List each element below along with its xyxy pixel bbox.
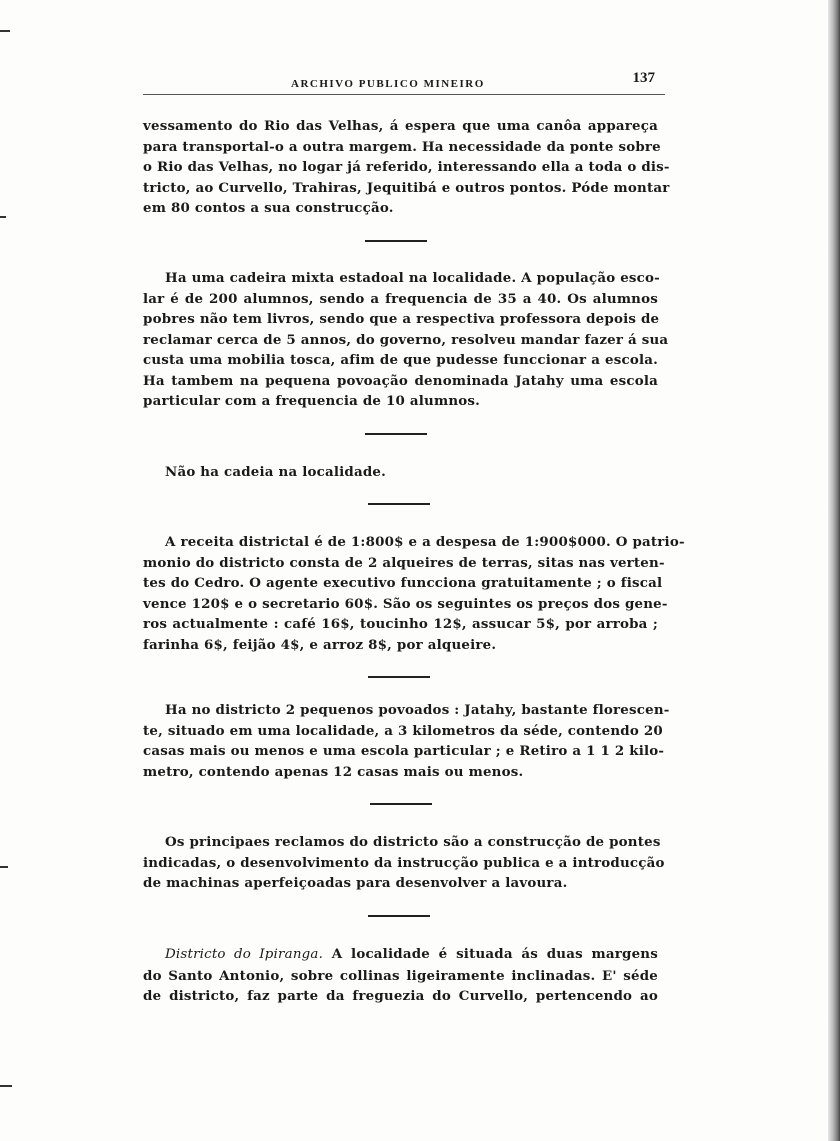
paragraph: [143, 700, 670, 782]
text-line: vessamento do Rio das Velhas, á espera que uma canôa appareça: [143, 118, 658, 134]
text-line: Ha tambem na pequena povoação denominada Jatahy uma escola: [143, 372, 658, 389]
section-rule: [365, 433, 427, 435]
paragraph: [143, 462, 658, 483]
page-binding-edge: [828, 0, 840, 1141]
text-line: A receita districtal é de 1:800$ e a despesa de 1:900$000. O patrio-: [165, 534, 685, 550]
text-line: ros actualmente : café 16$, toucinho 12$, assucar 5$, por arroba ;: [143, 616, 658, 632]
text-line: Os principaes reclamos do districto são a construcção de pontes: [165, 834, 661, 850]
text-line: tricto, ao Curvello, Trahiras, Jequitibá e outros pontos. Póde montar: [143, 179, 670, 196]
text-line: em 80 contos a sua construcção.: [143, 200, 394, 216]
text-line: custa uma mobilia tosca, afim de que pudesse funccionar a escola.: [143, 352, 658, 368]
section-rule: [365, 240, 427, 242]
text-line: Não ha cadeia na localidade.: [165, 464, 387, 480]
text-line: farinha 6$, feijão 4$, e arroz 8$, por alqueire.: [143, 636, 497, 653]
text-line: Ha no districto 2 pequenos povoados : Jatahy, bastante florescen-: [165, 702, 670, 718]
text-line: te, situado em uma localidade, a 3 kilometros da séde, contendo 20: [143, 722, 663, 739]
section-rule: [368, 915, 430, 917]
text-line: do Santo Antonio, sobre collinas ligeiramente inclinadas. E' séde: [143, 967, 658, 984]
left-edge-mark: [0, 866, 8, 868]
text-line: para transportal-o a outra margem. Ha necessidade da ponte sobre: [143, 138, 661, 155]
text-run: A localidade é situada ás duas margens: [323, 946, 658, 962]
header-title: ARCHIVO PUBLICO MINEIRO: [291, 78, 485, 90]
paragraph: [143, 832, 665, 894]
text-line: casas mais ou menos e uma escola particular ; e Retiro a 1 1 2 kilo-: [143, 743, 665, 759]
text-line: pobres não tem livros, sendo que a respectiva professora depois de: [143, 311, 660, 327]
left-edge-mark: [0, 216, 6, 218]
text-line: Ha uma cadeira mixta estadoal na localidade. A população esco-: [165, 270, 660, 286]
text-line: indicadas, o desenvolvimento da instrucção publica e a introducção: [143, 854, 665, 871]
paragraph: [143, 116, 670, 219]
section-heading-italic: Districto do Ipiranga.: [165, 947, 324, 962]
text-line: tes do Cedro. O agente executivo funcciona gratuitamente ; o fiscal: [143, 575, 663, 591]
text-line: metro, contendo apenas 12 casas mais ou menos.: [143, 763, 524, 780]
paragraph: [143, 268, 669, 412]
running-header: [143, 64, 665, 95]
section-rule: [370, 803, 432, 805]
text-line: o Rio das Velhas, no logar já referido, interessando ella a toda o dis-: [143, 159, 670, 175]
text-line: [143, 944, 658, 966]
paragraph: [143, 532, 685, 655]
text-line: de machinas aperfeiçoadas para desenvolver a lavoura.: [143, 875, 568, 891]
text-line: monio do districto consta de 2 alqueires de terras, sitas nas verten-: [143, 554, 665, 571]
text-line: de districto, faz parte da freguezia do Curvello, pertencendo ao: [143, 988, 658, 1004]
section-rule: [368, 676, 430, 678]
text-line: lar é de 200 alumnos, sendo a frequencia de 35 a 40. Os alumnos: [143, 290, 658, 307]
text-line: vence 120$ e o secretario 60$. São os seguintes os preços dos gene-: [143, 595, 668, 612]
page-number: 137: [632, 70, 655, 86]
text-line: reclamar cerca de 5 annos, do governo, resolveu mandar fazer á sua: [143, 331, 669, 348]
left-edge-mark: [0, 30, 10, 32]
paragraph: [143, 944, 658, 1007]
left-edge-mark: [0, 1085, 12, 1087]
section-rule: [368, 503, 430, 505]
text-line: particular com a frequencia de 10 alumnos.: [143, 393, 481, 409]
